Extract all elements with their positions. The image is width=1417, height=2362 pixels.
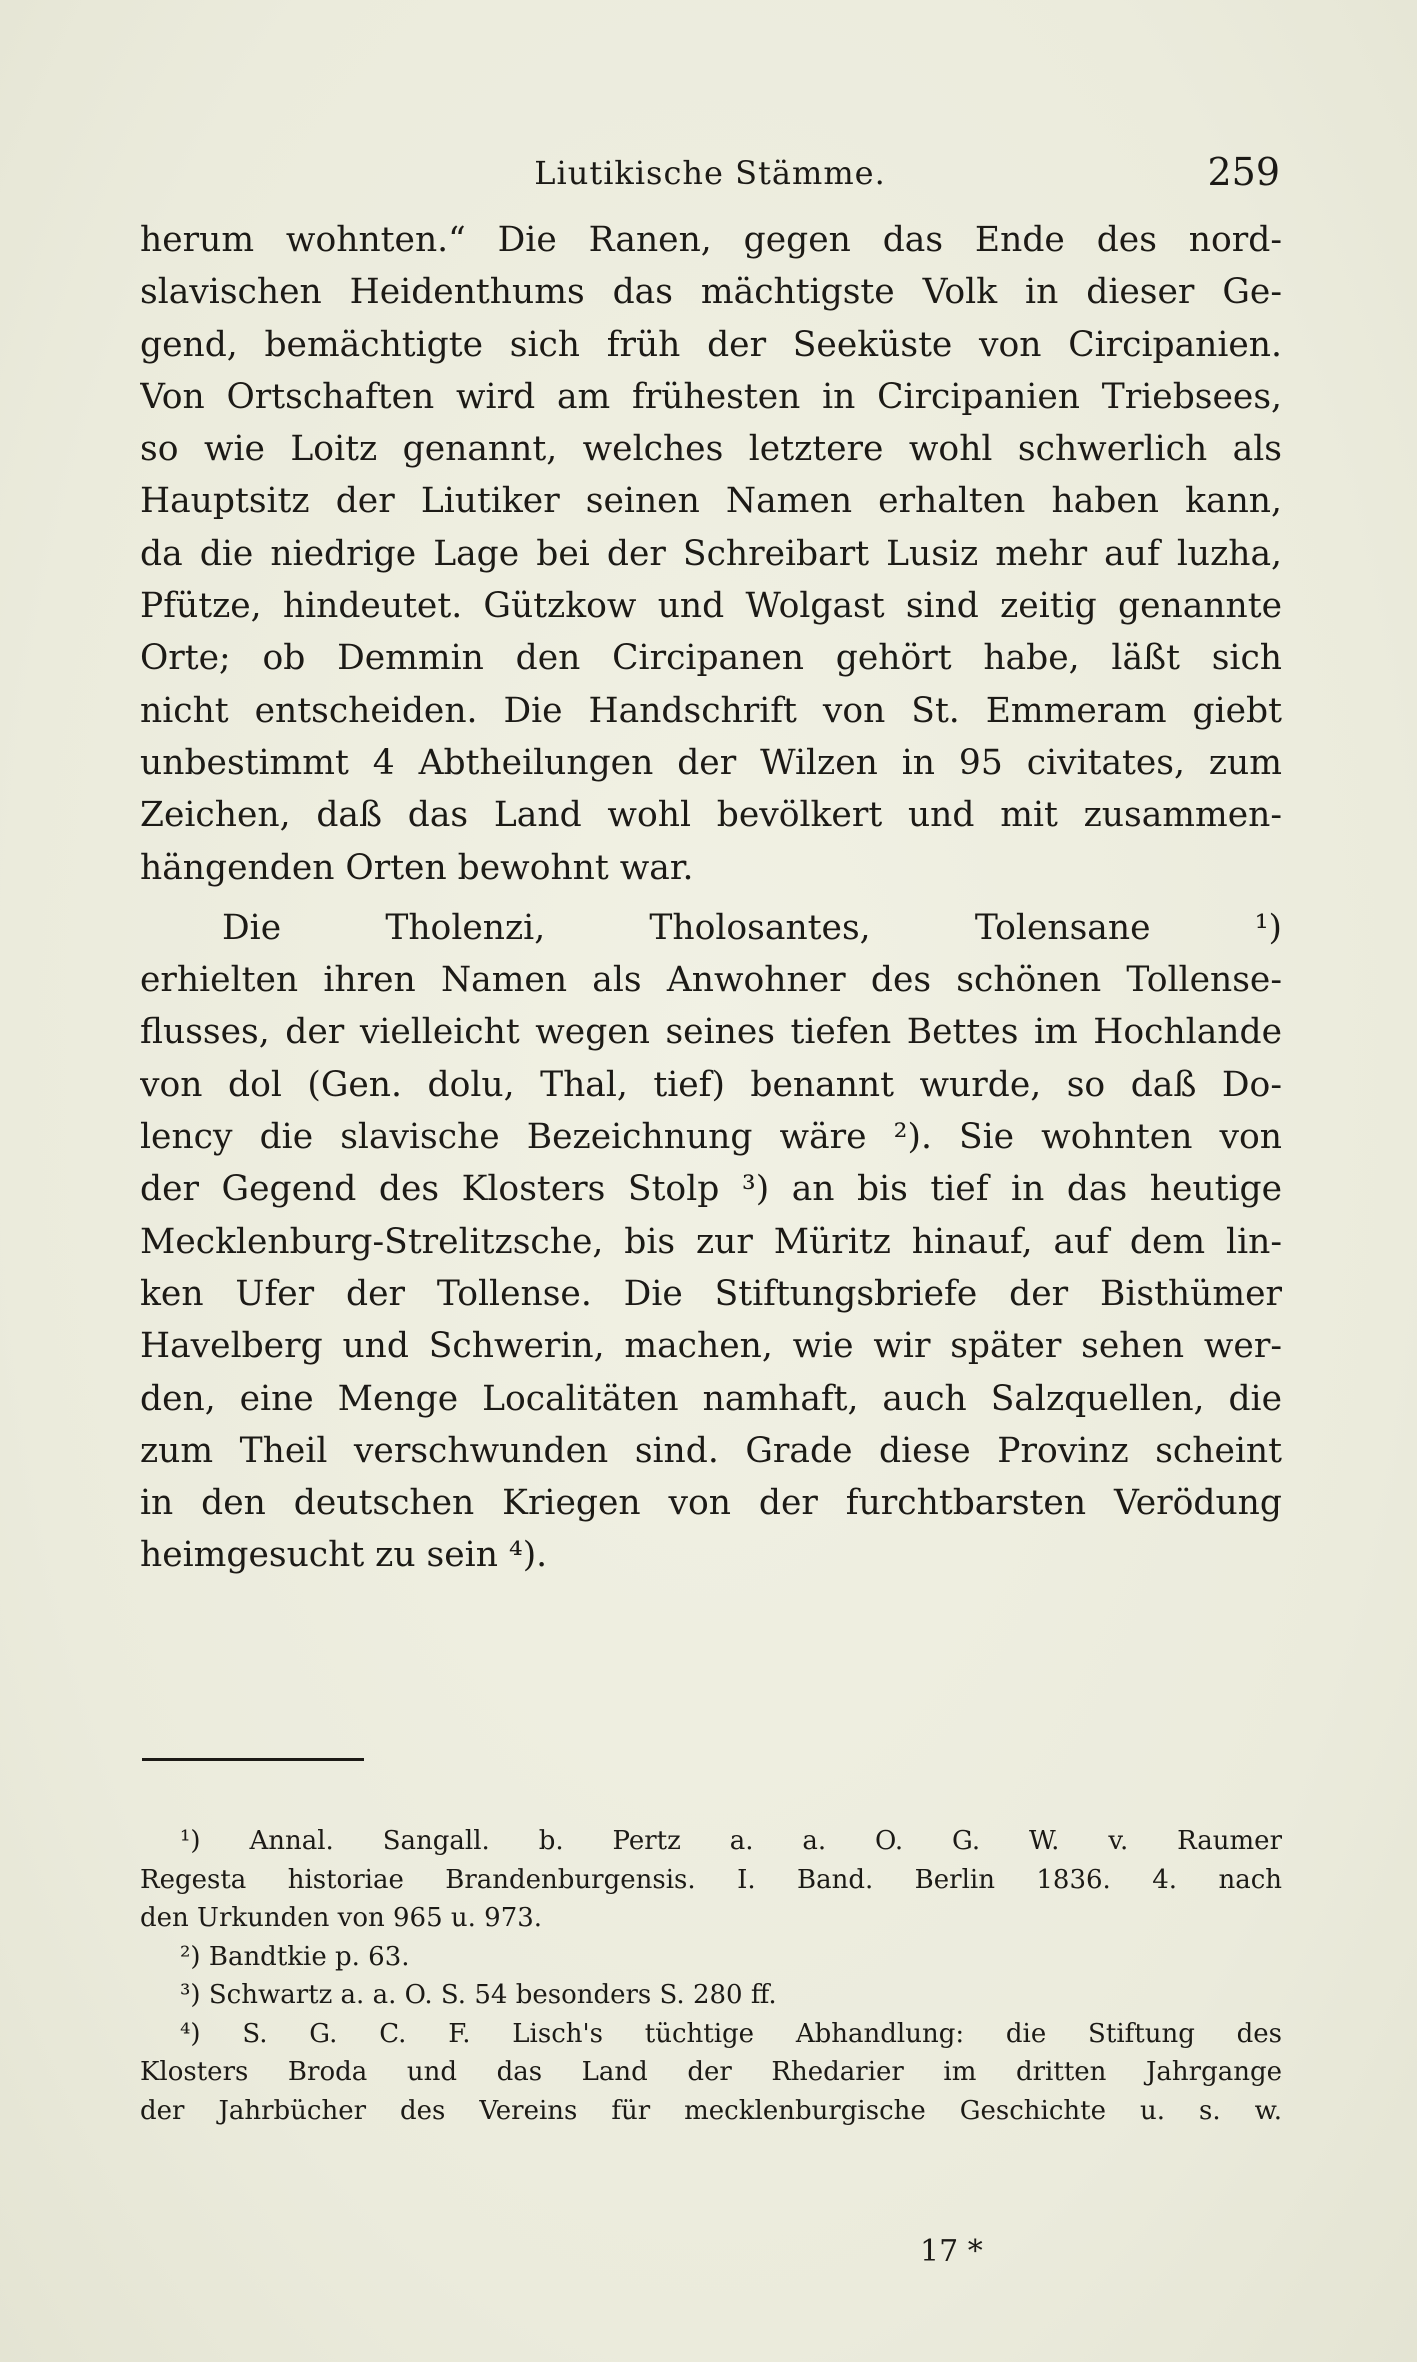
body-text bbox=[140, 214, 1282, 1582]
text-line: slavischen Heidenthums das mächtigste Volk in dieser Ge- bbox=[140, 272, 1282, 313]
running-head bbox=[140, 150, 1280, 200]
text-line: hängenden Orten bewohnt war. bbox=[140, 847, 694, 888]
text-line: herum wohnten.“ Die Ranen, gegen das Ende des nord- bbox=[140, 220, 1282, 260]
text-line: den, eine Menge Localitäten namhaft, auch Salzquellen, die bbox=[140, 1378, 1282, 1419]
text-line: unbestimmt 4 Abtheilungen der Wilzen in 95 civitates, zum bbox=[140, 742, 1282, 783]
running-title: Liutikische Stämme. bbox=[534, 154, 886, 192]
text-line: heimgesucht zu sein ⁴). bbox=[140, 1535, 548, 1576]
page-number: 259 bbox=[1207, 150, 1280, 194]
footnote-line: ¹) Annal. Sangall. b. Pertz a. a. O. G. W. v. Raumer bbox=[180, 1826, 1282, 1856]
text-line: in den deutschen Kriegen von der furchtbarsten Verödung bbox=[140, 1483, 1282, 1524]
footnote-line: ⁴) S. G. C. F. Lisch's tüchtige Abhandlung: die Stiftung des bbox=[180, 2018, 1282, 2049]
text-line: Orte; ob Demmin den Circipanen gehört habe, läßt sich bbox=[140, 638, 1282, 679]
text-line: Hauptsitz der Liutiker seinen Namen erhalten haben kann, bbox=[140, 481, 1282, 522]
text-line: da die niedrige Lage bei der Schreibart Lusiz mehr auf luzha, bbox=[140, 533, 1282, 574]
text-line: erhielten ihren Namen als Anwohner des schönen Tollense- bbox=[140, 960, 1282, 1001]
text-line: flusses, der vielleicht wegen seines tiefen Bettes im Hochlande bbox=[140, 1012, 1282, 1053]
text-line: so wie Loitz genannt, welches letztere wohl schwerlich als bbox=[140, 429, 1282, 470]
footnote-line: Regesta historiae Brandenburgensis. I. Band. Berlin 1836. 4. nach bbox=[140, 1864, 1282, 1895]
footnote-rule bbox=[142, 1758, 364, 1761]
text-line: zum Theil verschwunden sind. Grade diese Provinz scheint bbox=[140, 1430, 1282, 1471]
footnote-line: ²) Bandtkie p. 63. bbox=[180, 1941, 410, 1972]
text-line: Mecklenburg-Strelitzsche, bis zur Müritz hinauf, auf dem lin- bbox=[140, 1221, 1282, 1262]
footnote-line: Klosters Broda und das Land der Rhedarier im dritten Jahrgange bbox=[140, 2057, 1282, 2087]
footnotes bbox=[140, 1822, 1282, 2130]
text-line: Pfütze, hindeutet. Gützkow und Wolgast sind zeitig genannte bbox=[140, 586, 1282, 627]
footnote-1 bbox=[140, 1822, 1282, 1938]
footnote-line: den Urkunden von 965 u. 973. bbox=[140, 1903, 543, 1933]
text-line: Die Tholenzi, Tholosantes, Tolensane ¹) bbox=[222, 907, 1282, 948]
footnote-2 bbox=[140, 1938, 1282, 1977]
text-line: ken Ufer der Tollense. Die Stiftungsbriefe der Bisthümer bbox=[140, 1273, 1282, 1314]
text-line: gend, bemächtigte sich früh der Seeküste von Circipanien. bbox=[140, 324, 1282, 365]
footnote-4 bbox=[140, 2015, 1282, 2131]
text-line: der Gegend des Klosters Stolp ³) an bis tief in das heutige bbox=[140, 1169, 1282, 1210]
footnote-3 bbox=[140, 1976, 1282, 2015]
footnote-line: ³) Schwartz a. a. O. S. 54 besonders S. 280 ff. bbox=[180, 1980, 777, 2010]
text-line: Zeichen, daß das Land wohl bevölkert und mit zusammen- bbox=[140, 795, 1282, 836]
text-line: lency die slavische Bezeichnung wäre ²). Sie wohnten von bbox=[140, 1117, 1282, 1158]
text-line: Von Ortschaften wird am frühesten in Circipanien Triebsees, bbox=[140, 376, 1282, 417]
footnote-line: der Jahrbücher des Vereins für mecklenburgische Geschichte u. s. w. bbox=[140, 2095, 1282, 2126]
signature-mark: 17 * bbox=[920, 2234, 983, 2269]
paragraph-1 bbox=[140, 214, 1282, 894]
text-line: von dol (Gen. dolu, Thal, tief) benannt wurde, so daß Do- bbox=[140, 1064, 1282, 1105]
paragraph-2 bbox=[140, 902, 1282, 1582]
text-line: Havelberg und Schwerin, machen, wie wir später sehen wer- bbox=[140, 1326, 1282, 1367]
text-line: nicht entscheiden. Die Handschrift von St. Emmeram giebt bbox=[140, 690, 1282, 731]
